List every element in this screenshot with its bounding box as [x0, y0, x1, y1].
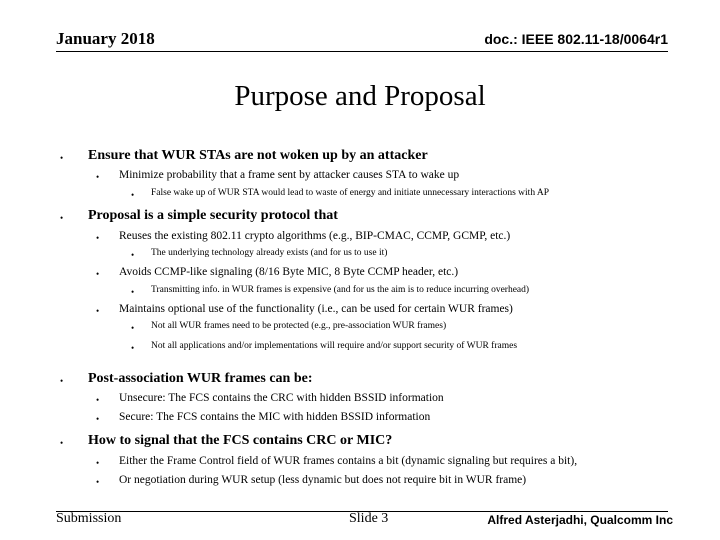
footer-left: Submission [56, 511, 122, 526]
bullet-level-1: Post-association WUR frames can be: [88, 371, 313, 386]
bullet-marker: • [96, 306, 100, 316]
bullet-level-3: Not all WUR frames need to be protected (e.g., pre-association WUR frames) [151, 321, 447, 331]
bullet-level-3: The underlying technology already exists (and for us to use it) [151, 248, 388, 258]
bullet-level-2: Reuses the existing 802.11 crypto algorithms (e.g., BIP-CMAC, CCMP, GCMP, etc.) [119, 230, 511, 242]
bullet-marker: • [96, 414, 100, 424]
footer-slide-number: Slide 3 [349, 511, 389, 526]
bullet-marker: • [131, 250, 135, 260]
bullet-marker: • [96, 458, 100, 468]
slide-title: Purpose and Proposal [234, 80, 486, 112]
bullet-marker: • [131, 343, 135, 353]
bullet-marker: • [96, 395, 100, 405]
bullet-level-3: Not all applications and/or implementations will require and/or support security of WUR frames [151, 341, 518, 351]
bullet-level-2: Secure: The FCS contains the MIC with hidden BSSID information [119, 411, 431, 423]
bullet-marker: • [96, 172, 100, 182]
bullet-level-3: Transmitting info. in WUR frames is expensive (and for us the aim is to reduce incurring overhead) [151, 285, 530, 295]
bullet-marker: • [60, 376, 64, 386]
bullet-level-2: Or negotiation during WUR setup (less dynamic but does not require bit in WUR frame) [119, 474, 527, 486]
bullet-marker: • [131, 287, 135, 297]
footer-author: Alfred Asterjadhi, Qualcomm Inc [487, 513, 673, 527]
bullet-marker: • [131, 323, 135, 333]
bullet-marker: • [131, 190, 135, 200]
bullet-marker: • [96, 233, 100, 243]
bullet-level-2: Minimize probability that a frame sent by attacker causes STA to wake up [119, 169, 460, 181]
bullet-marker: • [96, 269, 100, 279]
bullet-level-1: Ensure that WUR STAs are not woken up by an attacker [88, 148, 428, 163]
bullet-marker: • [60, 438, 64, 448]
bullet-level-1: Proposal is a simple security protocol that [88, 208, 338, 223]
bullet-level-1: How to signal that the FCS contains CRC or MIC? [88, 433, 393, 448]
bullet-level-2: Unsecure: The FCS contains the CRC with hidden BSSID information [119, 392, 444, 404]
bullet-marker: • [60, 153, 64, 163]
bullet-marker: • [96, 477, 100, 487]
bullet-level-3: False wake up of WUR STA would lead to waste of energy and initiate unnecessary interactions with AP [151, 188, 550, 198]
bullet-level-2: Maintains optional use of the functionality (i.e., can be used for certain WUR frames) [119, 303, 513, 315]
header-doc-id: doc.: IEEE 802.11-18/0064r1 [484, 31, 668, 47]
bullet-level-2: Either the Frame Control field of WUR frames contains a bit (dynamic signaling but requires a bit), [119, 455, 578, 467]
header-date: January 2018 [56, 29, 155, 48]
bullet-level-2: Avoids CCMP-like signaling (8/16 Byte MIC, 8 Byte CCMP header, etc.) [119, 266, 459, 278]
bullet-marker: • [60, 213, 64, 223]
